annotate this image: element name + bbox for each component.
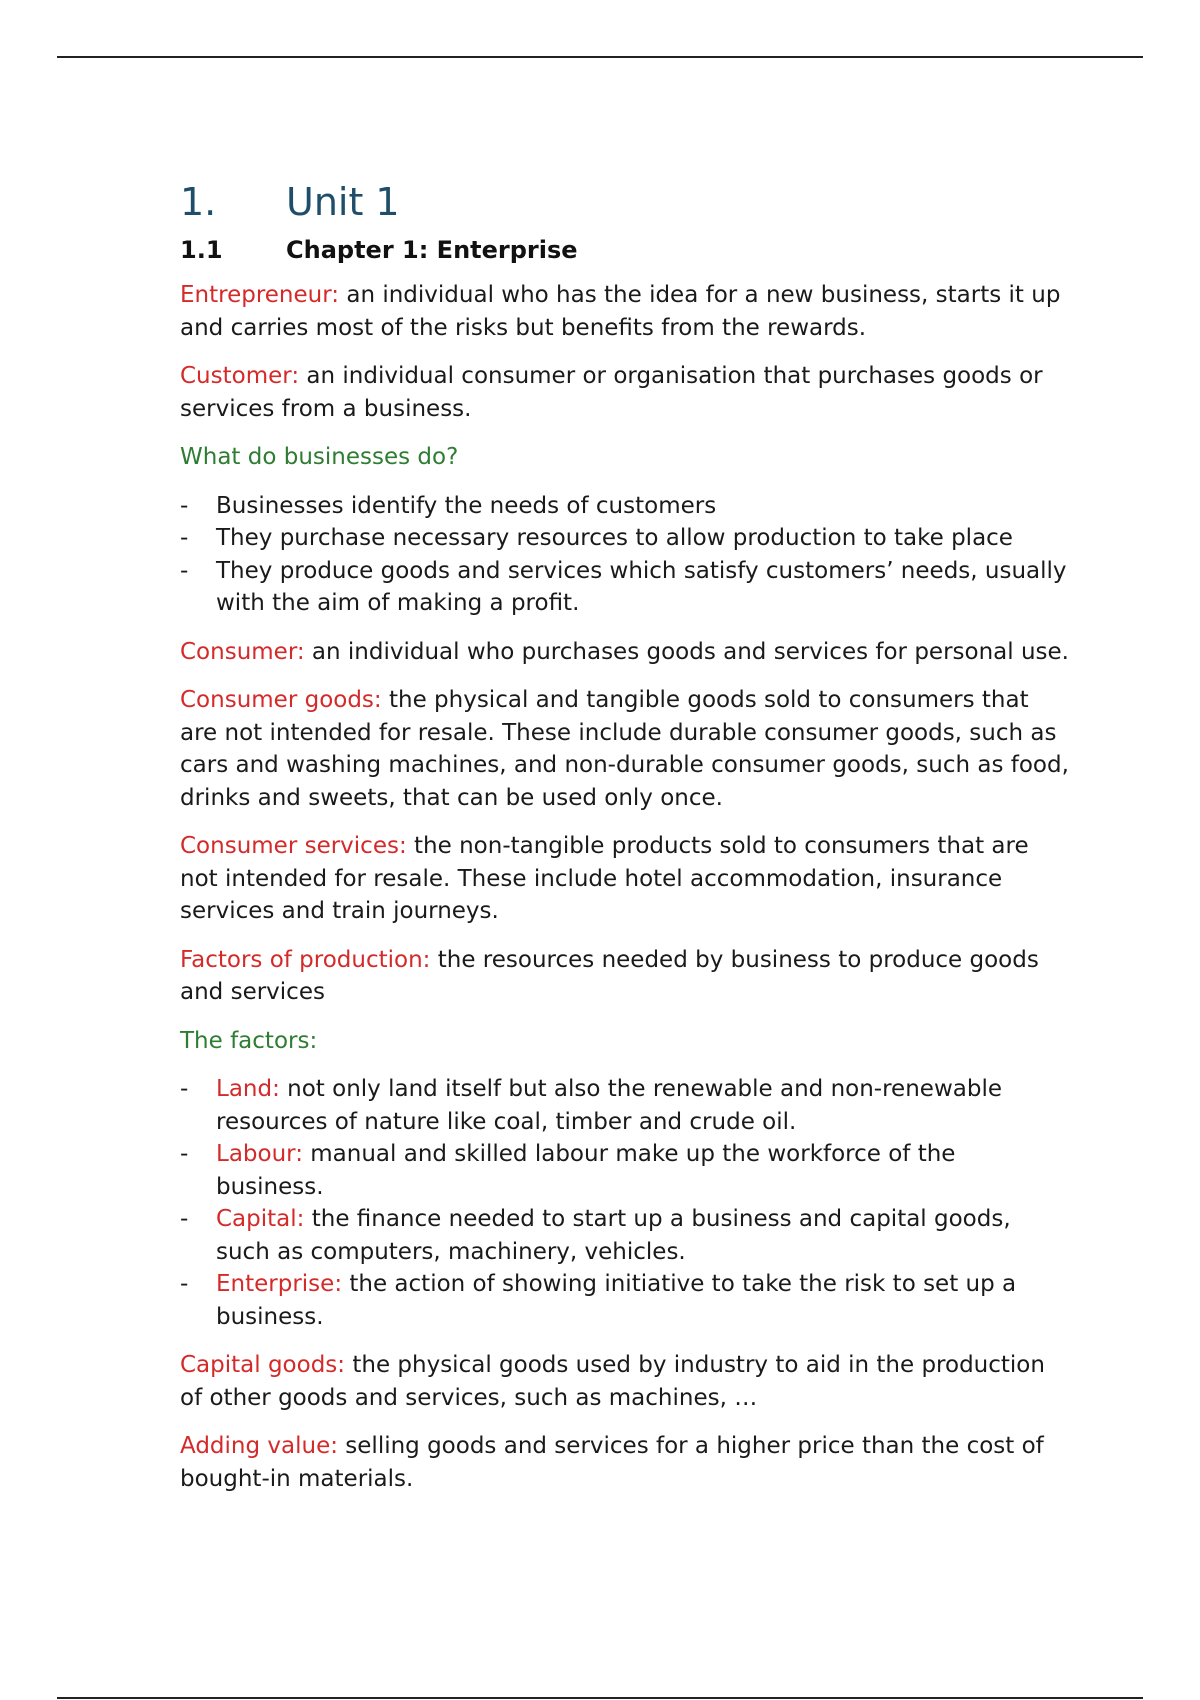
term: Consumer services:: [180, 833, 407, 859]
dash-bullet: -: [180, 492, 189, 519]
header-rule: [57, 56, 1143, 58]
definition-text: an individual consumer or organisation that purchases goods or services from a business.: [180, 363, 1043, 422]
factors-list: [180, 1073, 1070, 1333]
unit-heading: [180, 178, 1070, 226]
dash-bullet: -: [180, 1141, 189, 1167]
definition-factors-of-production: [180, 944, 1070, 1009]
footer-rule: [57, 1697, 1143, 1699]
list-item-text: They produce goods and services which satisfy customers’ needs, usually with the aim of making a profit.: [216, 557, 1067, 616]
definition-adding-value: [180, 1430, 1070, 1495]
term: Labour:: [216, 1141, 303, 1167]
list-item: [180, 1268, 1070, 1333]
definition-text: the non-tangible products sold to consumers that are not intended for resale. These include hotel accommodation, insurance services and train journeys.: [180, 833, 1029, 924]
list-item-text: the action of showing initiative to take the risk to set up a business.: [216, 1271, 1017, 1330]
dash-bullet: -: [180, 1271, 189, 1297]
list-item-text: not only land itself but also the renewable and non-renewable resources of nature like coal, timber and crude oil.: [216, 1076, 1002, 1135]
definition-entrepreneur: [180, 279, 1070, 344]
chapter-number: 1.1: [180, 236, 223, 264]
factors-heading: The factors:: [180, 1027, 318, 1054]
list-item: [180, 1138, 1070, 1203]
definition-consumer-goods: [180, 684, 1070, 814]
list-item: [180, 555, 1070, 620]
list-item-text: the finance needed to start up a business and capital goods, such as computers, machinery, vehicles.: [216, 1206, 1011, 1265]
term: Land:: [216, 1076, 280, 1102]
list-item-text: Businesses identify the needs of customers: [216, 492, 717, 519]
dash-bullet: -: [180, 1206, 189, 1232]
unit-number: 1.: [180, 180, 217, 224]
chapter-title: Chapter 1: Enterprise: [286, 236, 578, 264]
dash-bullet: -: [180, 1076, 189, 1102]
definition-customer: [180, 360, 1070, 425]
list-item: [180, 522, 1070, 555]
dash-bullet: -: [180, 557, 189, 584]
list-item: [180, 1073, 1070, 1138]
term: Adding value:: [180, 1433, 338, 1459]
document-body: [180, 178, 1070, 1511]
definition-text: an individual who purchases goods and services for personal use.: [304, 638, 1069, 665]
list-item-text: manual and skilled labour make up the workforce of the business.: [216, 1141, 956, 1200]
definition-consumer: [180, 636, 1070, 669]
definition-text: an individual who has the idea for a new business, starts it up and carries most of the risks but benefits from the rewards.: [180, 282, 1061, 341]
what-businesses-do-heading: What do businesses do?: [180, 444, 459, 470]
term: Factors of production:: [180, 946, 431, 973]
definition-text: selling goods and services for a higher price than the cost of bought-in materials.: [180, 1433, 1044, 1492]
term: Capital goods:: [180, 1352, 346, 1378]
term: Consumer:: [180, 638, 305, 665]
list-item: [180, 1203, 1070, 1268]
definition-capital-goods: [180, 1349, 1070, 1414]
term: Consumer goods:: [180, 687, 382, 713]
list-item: [180, 490, 1070, 523]
definition-text: the physical and tangible goods sold to consumers that are not intended for resale. These include durable consumer goods, such as cars and washing machines, and non-durable consumer goods, such as food, drinks and sweets, that can be used only once.: [180, 687, 1069, 811]
what-businesses-do-list: [180, 490, 1070, 620]
list-item-text: They purchase necessary resources to allow production to take place: [216, 525, 1013, 551]
term: Customer:: [180, 363, 300, 389]
dash-bullet: -: [180, 525, 189, 551]
definition-consumer-services: [180, 830, 1070, 928]
term: Enterprise:: [216, 1271, 343, 1297]
definition-text: the physical goods used by industry to aid in the production of other goods and services, such as machines, …: [180, 1352, 1045, 1411]
chapter-heading: [180, 234, 1070, 266]
term: Capital:: [216, 1206, 305, 1232]
term: Entrepreneur:: [180, 282, 340, 308]
definition-text: the resources needed by business to produce goods and services: [180, 946, 1039, 1005]
unit-title: Unit 1: [286, 180, 400, 224]
